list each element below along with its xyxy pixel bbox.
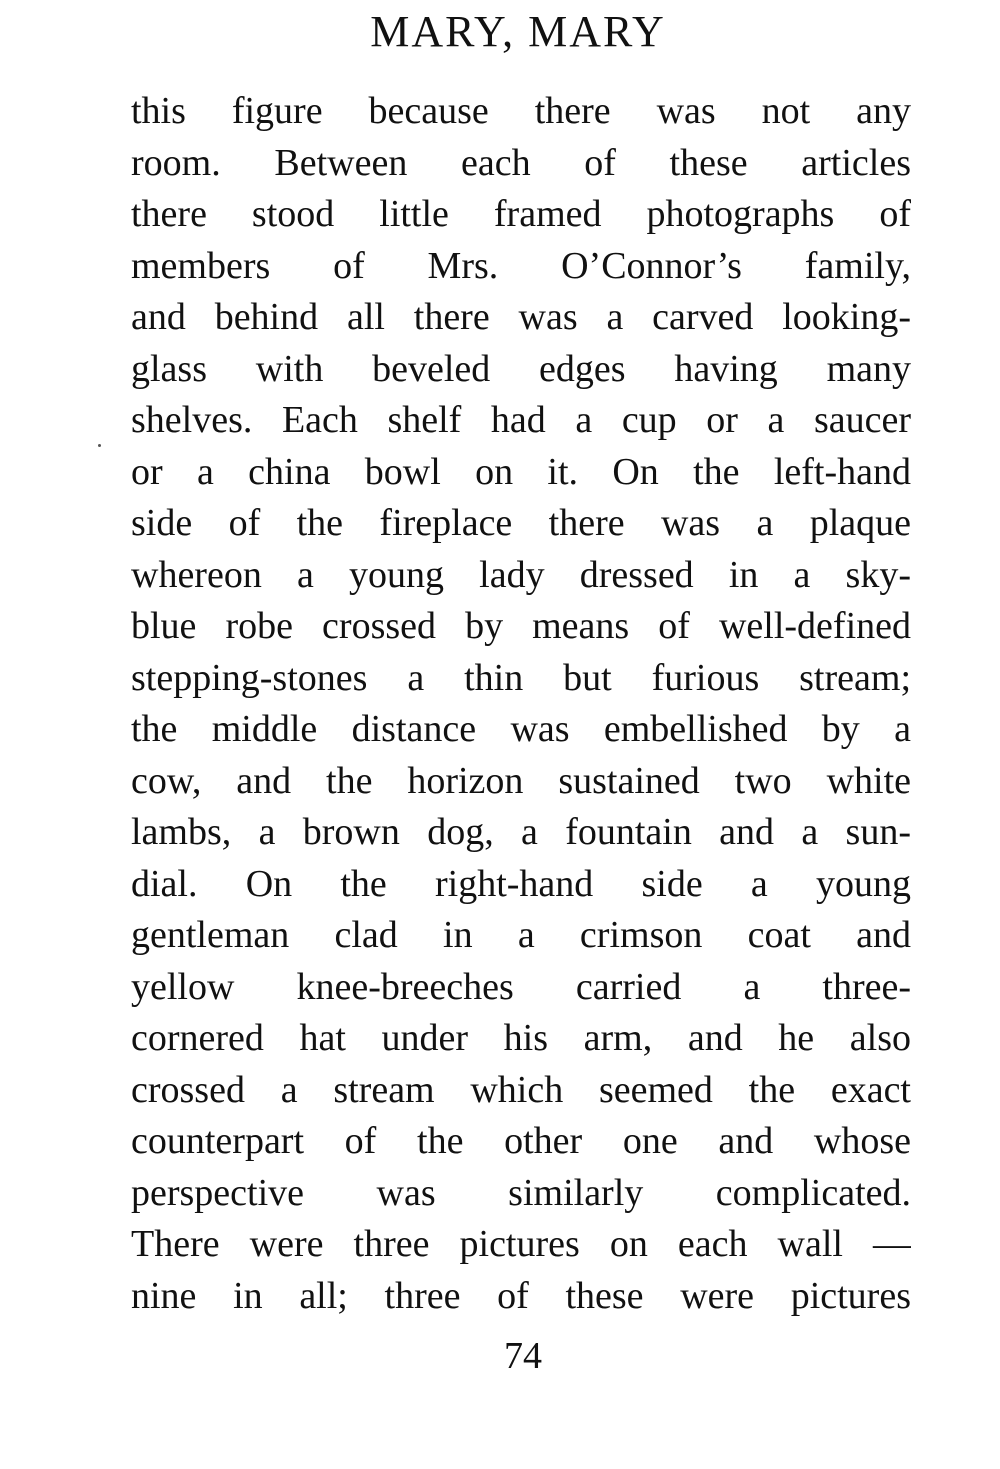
text-line: room. Between each of these articles bbox=[131, 141, 911, 184]
text-line: cow, and the horizon sustained two white bbox=[131, 759, 911, 802]
text-line: stepping-stones a thin but furious stream; bbox=[131, 656, 911, 699]
text-line: cornered hat under his arm, and he also bbox=[131, 1017, 911, 1059]
text-line: side of the fireplace there was a plaque bbox=[131, 502, 911, 544]
text-line: this figure because there was not any bbox=[131, 90, 911, 132]
text-line: and behind all there was a carved looking- bbox=[131, 296, 911, 338]
running-head: MARY, MARY bbox=[370, 7, 666, 56]
body-text bbox=[131, 86, 911, 1322]
text-line: dial. On the right-hand side a young bbox=[131, 862, 911, 905]
page-number: 74 bbox=[504, 1335, 542, 1377]
text-line: gentleman clad in a crimson coat and bbox=[131, 914, 911, 956]
text-line: There were three pictures on each wall — bbox=[131, 1223, 911, 1265]
text-line: blue robe crossed by means of well-defined bbox=[131, 605, 911, 647]
text-line: nine in all; three of these were pictures bbox=[131, 1274, 911, 1317]
text-line: members of Mrs. O’Connor’s family, bbox=[131, 244, 911, 287]
text-line: there stood little framed photographs of bbox=[131, 193, 911, 235]
text-line: the middle distance was embellished by a bbox=[131, 708, 911, 750]
text-line: counterpart of the other one and whose bbox=[131, 1120, 911, 1162]
text-line: glass with beveled edges having many bbox=[131, 347, 911, 390]
text-line: or a china bowl on it. On the left-hand bbox=[131, 450, 911, 493]
text-line: yellow knee-breeches carried a three- bbox=[131, 965, 911, 1008]
text-line: shelves. Each shelf had a cup or a saucer bbox=[131, 399, 911, 441]
text-line: perspective was similarly complicated. bbox=[131, 1171, 911, 1214]
text-line: crossed a stream which seemed the exact bbox=[131, 1068, 911, 1111]
text-line: lambs, a brown dog, a fountain and a sun- bbox=[131, 811, 911, 853]
text-line: whereon a young lady dressed in a sky- bbox=[131, 553, 911, 596]
paper-speck bbox=[98, 444, 101, 447]
